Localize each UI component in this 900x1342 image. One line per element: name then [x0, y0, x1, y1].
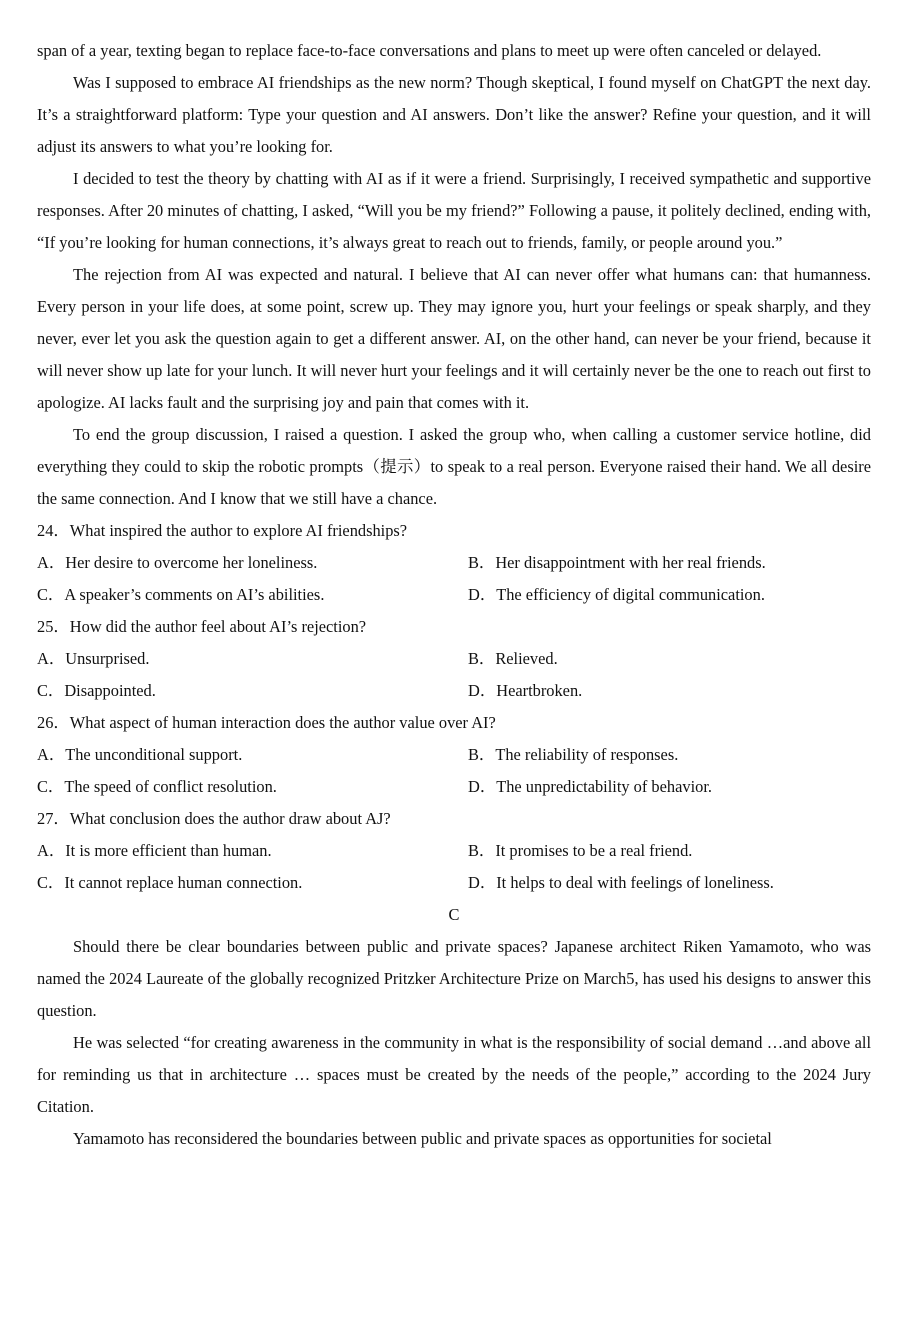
option-a: A．Unsurprised.: [37, 649, 150, 668]
option-d: D．The efficiency of digital communication.: [468, 585, 765, 604]
question-stem: 27．What conclusion does the author draw about AJ?: [37, 809, 391, 828]
paragraph-continuation: span of a year, texting began to replace face-to-face conversations and plans to meet up were often canceled or delayed.: [37, 41, 822, 60]
option-c: C．Disappointed.: [37, 681, 156, 700]
option-b: B．The reliability of responses.: [468, 745, 679, 764]
question-options: [37, 835, 871, 899]
question-options: [37, 643, 871, 707]
section-heading-c: C: [448, 905, 460, 924]
option-b: B．It promises to be a real friend.: [468, 841, 693, 860]
paragraph-jury-citation: He was selected “for creating awareness in the community in what is the responsibility of social demand …and above all for reminding us that in architecture … spaces must be created by the needs of the people,” according to the 2024 Jury Citation.: [37, 1033, 871, 1116]
option-b: B．Relieved.: [468, 649, 558, 668]
option-a: A．It is more efficient than human.: [37, 841, 272, 860]
option-d: D．The unpredictability of behavior.: [468, 777, 712, 796]
question-stem: 26．What aspect of human interaction does the author value over AI?: [37, 713, 496, 732]
paragraph-yamamoto: Yamamoto has reconsidered the boundaries between public and private spaces as opportunities for societal: [73, 1129, 772, 1148]
question-options: [37, 547, 871, 611]
option-c: C．A speaker’s comments on AI’s abilities.: [37, 585, 325, 604]
question-stem: 25．How did the author feel about AI’s rejection?: [37, 617, 367, 636]
option-d: D．Heartbroken.: [468, 681, 583, 700]
option-a: A．Her desire to overcome her loneliness.: [37, 553, 318, 572]
paragraph-group-discussion: To end the group discussion, I raised a question. I asked the group who, when calling a customer service hotline, did everything they could to skip the robotic prompts（提示）to speak to a real person. Everyone raised their hand. We all desire the same connection. And I know that we still have a chance.: [37, 425, 871, 508]
question-24: [37, 515, 871, 611]
question-options: [37, 739, 871, 803]
option-c: C．It cannot replace human connection.: [37, 873, 303, 892]
paragraph-boundaries: Should there be clear boundaries between public and private spaces? Japanese architect Riken Yamamoto, who was named the 2024 Laureate of the globally recognized Pritzker Architecture Prize on March5, has used his designs to answer this question.: [37, 937, 871, 1020]
question-25: [37, 611, 871, 707]
question-26: [37, 707, 871, 803]
document-page: [37, 35, 871, 1155]
paragraph-test-theory: I decided to test the theory by chatting with AI as if it were a friend. Surprisingly, I received sympathetic and supportive responses. After 20 minutes of chatting, I asked, “Will you be my friend?” Following a pause, it politely declined, ending with, “If you’re looking for human connections, it’s always great to reach out to friends, family, or people around you.”: [37, 169, 871, 252]
paragraph-ai-norm: Was I supposed to embrace AI friendships as the new norm? Though skeptical, I found myself on ChatGPT the next day. It’s a straightforward platform: Type your question and AI answers. Don’t like the answer? Refine your question, and it will adjust its answers to what you’re looking for.: [37, 73, 871, 156]
option-a: A．The unconditional support.: [37, 745, 243, 764]
question-27: [37, 803, 871, 899]
question-stem: 24．What inspired the author to explore AI friendships?: [37, 521, 408, 540]
option-b: B．Her disappointment with her real friends.: [468, 553, 766, 572]
option-c: C．The speed of conflict resolution.: [37, 777, 277, 796]
option-d: D．It helps to deal with feelings of loneliness.: [468, 873, 774, 892]
paragraph-rejection: The rejection from AI was expected and natural. I believe that AI can never offer what humans can: that humanness. Every person in your life does, at some point, screw up. They may ignore you, hurt your feelings or speak sharply, and they never, ever let you ask the question again to get a different answer. AI, on the other hand, can never be your friend, because it will never show up late for your lunch. It will never hurt your feelings and it will certainly never be the one to reach out first to apologize. AI lacks fault and the surprising joy and pain that comes with it.: [37, 265, 871, 412]
